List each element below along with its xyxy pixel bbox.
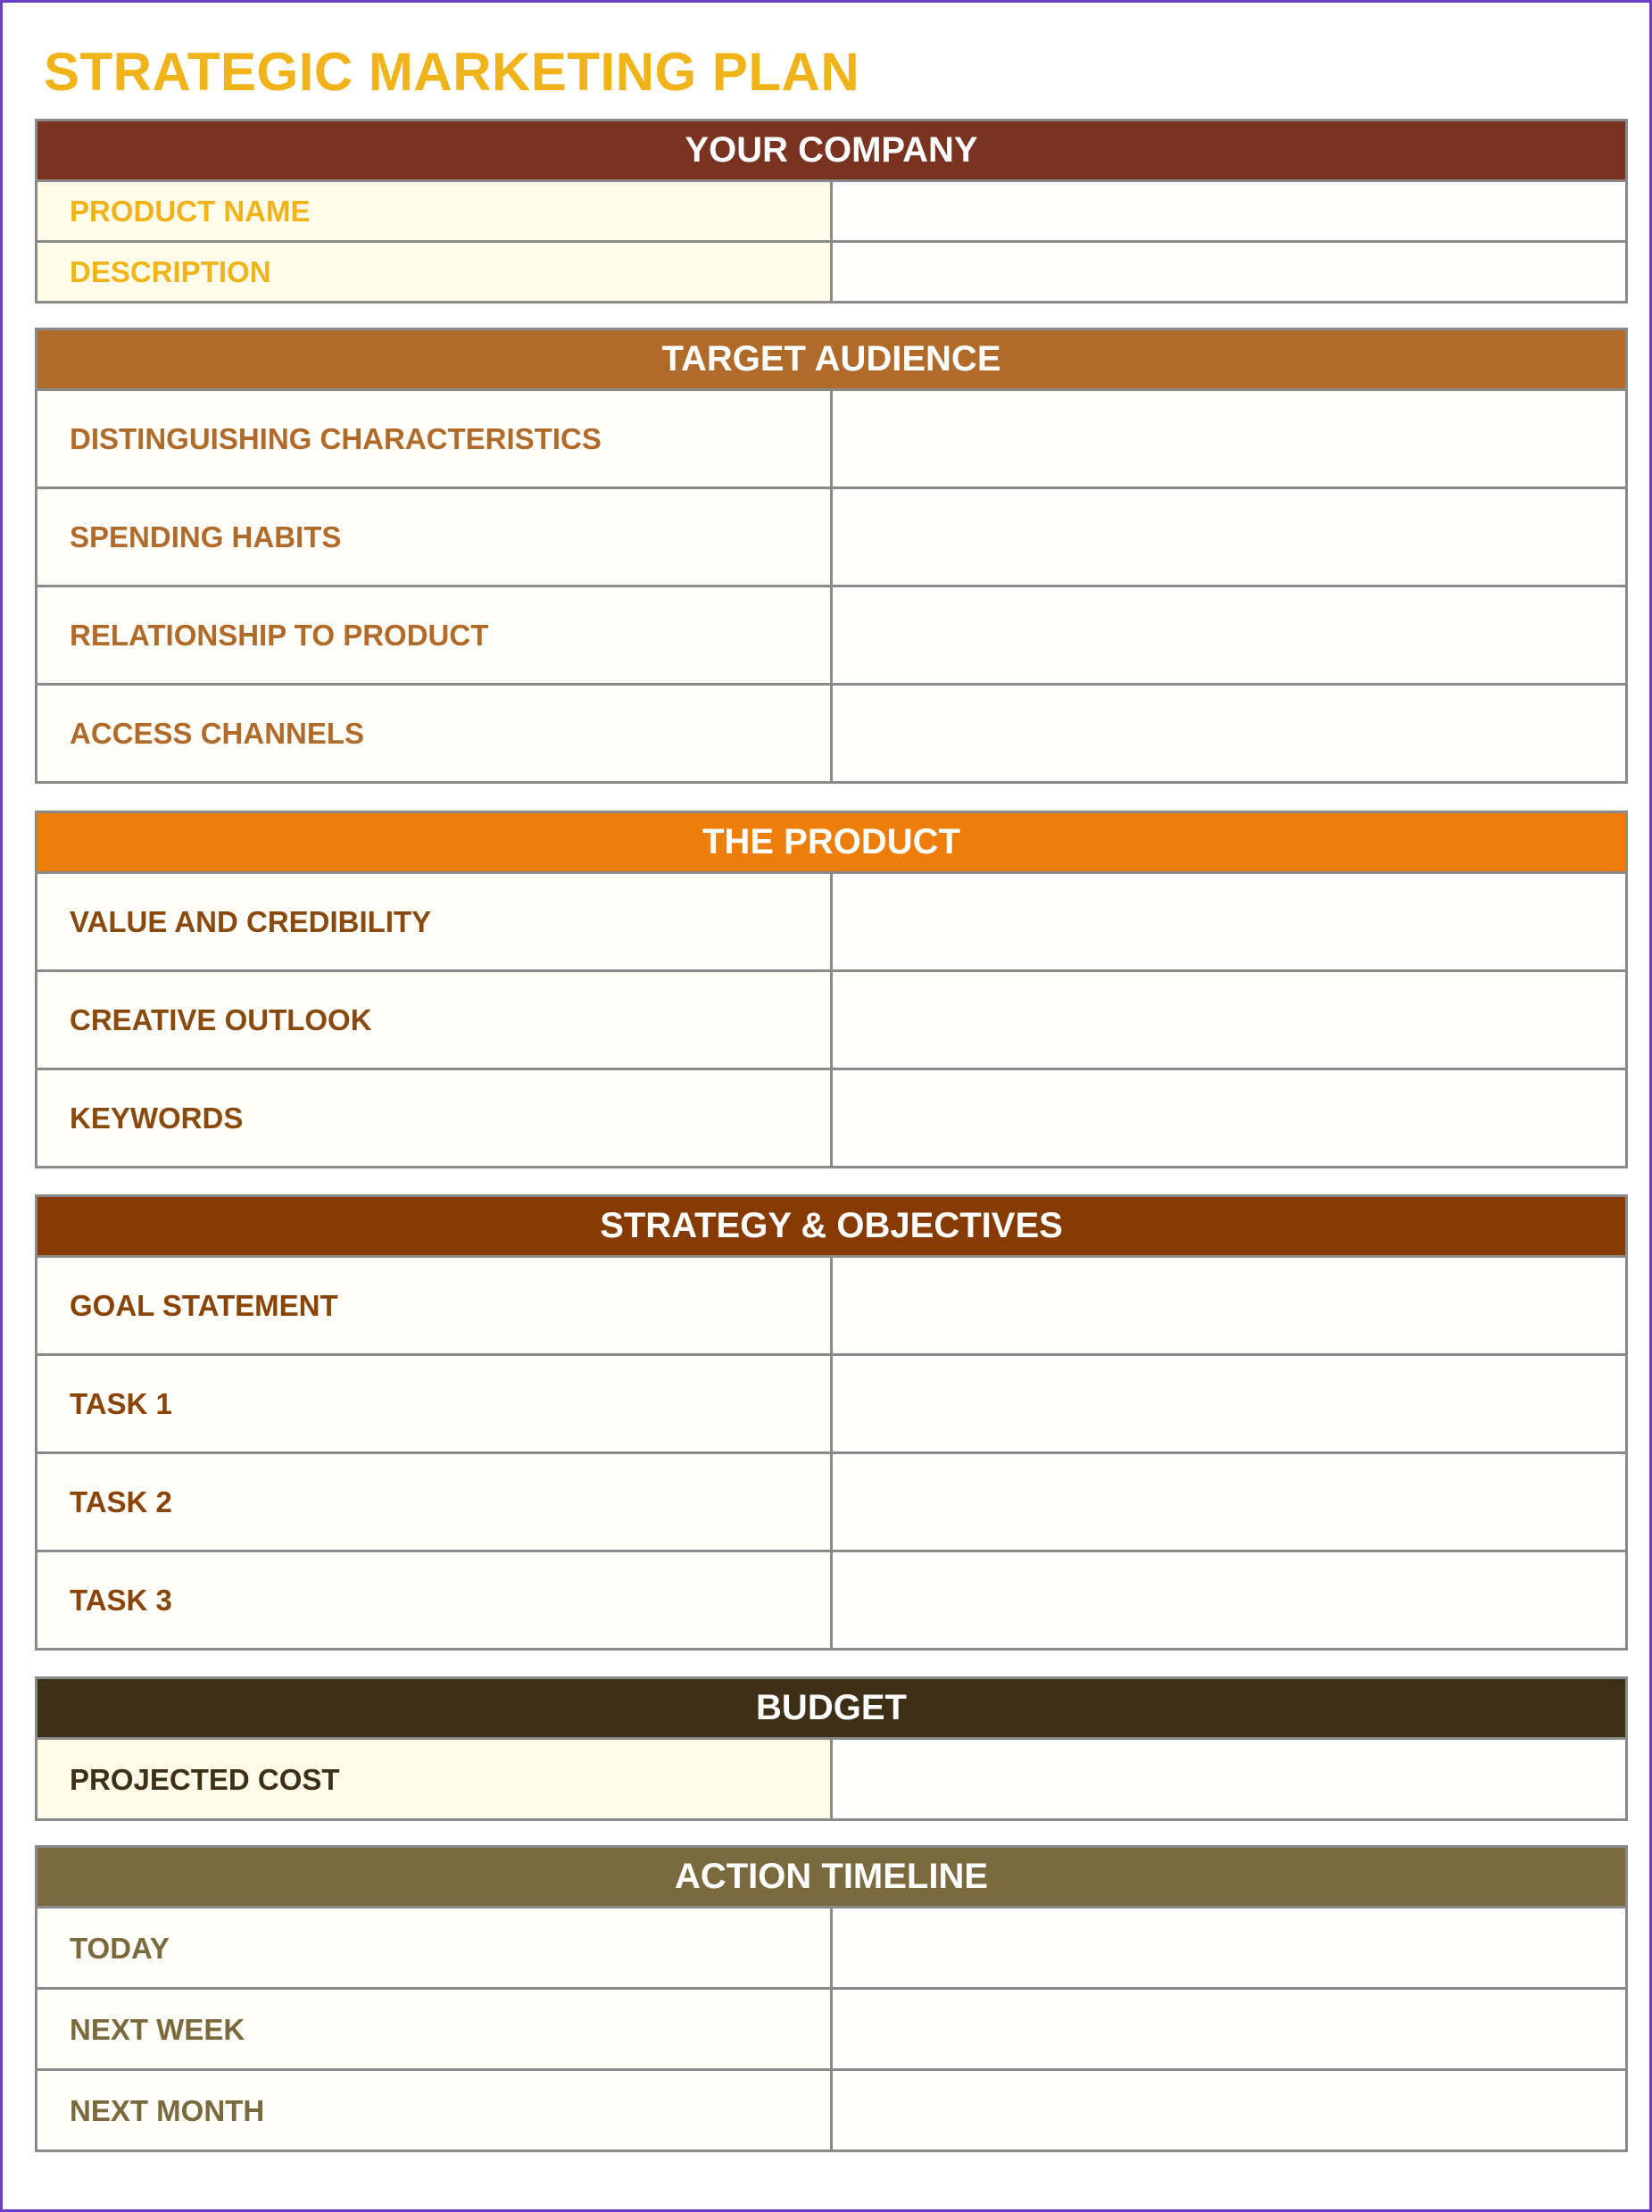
field-label-access-channels: ACCESS CHANNELS	[37, 685, 832, 783]
product-name-field[interactable]	[832, 181, 1627, 242]
spending-habits-field[interactable]	[832, 488, 1627, 586]
field-label-relationship-to-product: RELATIONSHIP TO PRODUCT	[37, 586, 832, 685]
section-header: THE PRODUCT	[37, 812, 1627, 873]
field-label-spending-habits: SPENDING HABITS	[37, 488, 832, 586]
relationship-to-product-field[interactable]	[832, 586, 1627, 685]
form-row	[37, 488, 1627, 586]
section-header: STRATEGY & OBJECTIVES	[37, 1196, 1627, 1257]
description-field[interactable]	[832, 242, 1627, 303]
field-label-goal-statement: GOAL STATEMENT	[37, 1257, 832, 1355]
next-month-field[interactable]	[832, 2070, 1627, 2151]
field-label-next-week: NEXT WEEK	[37, 1989, 832, 2070]
keywords-field[interactable]	[832, 1069, 1627, 1168]
section-header: ACTION TIMELINE	[37, 1847, 1627, 1908]
section-header: YOUR COMPANY	[37, 121, 1627, 181]
field-label-projected-cost: PROJECTED COST	[37, 1739, 832, 1820]
form-row	[37, 390, 1627, 488]
field-label-task-2: TASK 2	[37, 1453, 832, 1551]
form-row	[37, 685, 1627, 783]
distinguishing-characteristics-field[interactable]	[832, 390, 1627, 488]
field-label-next-month: NEXT MONTH	[37, 2070, 832, 2151]
value-and-credibility-field[interactable]	[832, 873, 1627, 971]
form-row	[37, 1069, 1627, 1168]
form-row	[37, 971, 1627, 1069]
field-label-keywords: KEYWORDS	[37, 1069, 832, 1168]
form-row	[37, 1257, 1627, 1355]
form-row	[37, 1739, 1627, 1820]
projected-cost-field[interactable]	[832, 1739, 1627, 1820]
task-3-field[interactable]	[832, 1551, 1627, 1650]
section-action-timeline	[35, 1845, 1628, 2152]
section-target-audience	[35, 328, 1628, 784]
form-row	[37, 1551, 1627, 1650]
field-label-description: DESCRIPTION	[37, 242, 832, 303]
field-label-distinguishing-characteristics: DISTINGUISHING CHARACTERISTICS	[37, 390, 832, 488]
section-strategy-objectives	[35, 1194, 1628, 1651]
section-header: BUDGET	[37, 1678, 1627, 1739]
access-channels-field[interactable]	[832, 685, 1627, 783]
field-label-value-and-credibility: VALUE AND CREDIBILITY	[37, 873, 832, 971]
form-row	[37, 1355, 1627, 1453]
creative-outlook-field[interactable]	[832, 971, 1627, 1069]
today-field[interactable]	[832, 1908, 1627, 1989]
field-label-task-3: TASK 3	[37, 1551, 832, 1650]
form-row	[37, 181, 1627, 242]
field-label-today: TODAY	[37, 1908, 832, 1989]
field-label-creative-outlook: CREATIVE OUTLOOK	[37, 971, 832, 1069]
next-week-field[interactable]	[832, 1989, 1627, 2070]
form-row	[37, 873, 1627, 971]
form-row	[37, 1989, 1627, 2070]
section-header: TARGET AUDIENCE	[37, 329, 1627, 390]
form-row	[37, 2070, 1627, 2151]
field-label-product-name: PRODUCT NAME	[37, 181, 832, 242]
goal-statement-field[interactable]	[832, 1257, 1627, 1355]
section-budget	[35, 1676, 1628, 1821]
task-2-field[interactable]	[832, 1453, 1627, 1551]
form-row	[37, 1453, 1627, 1551]
document-title: STRATEGIC MARKETING PLAN	[44, 42, 860, 102]
field-label-task-1: TASK 1	[37, 1355, 832, 1453]
form-row	[37, 586, 1627, 685]
task-1-field[interactable]	[832, 1355, 1627, 1453]
section-your-company	[35, 119, 1628, 304]
form-row	[37, 242, 1627, 303]
section-the-product	[35, 811, 1628, 1168]
form-row	[37, 1908, 1627, 1989]
